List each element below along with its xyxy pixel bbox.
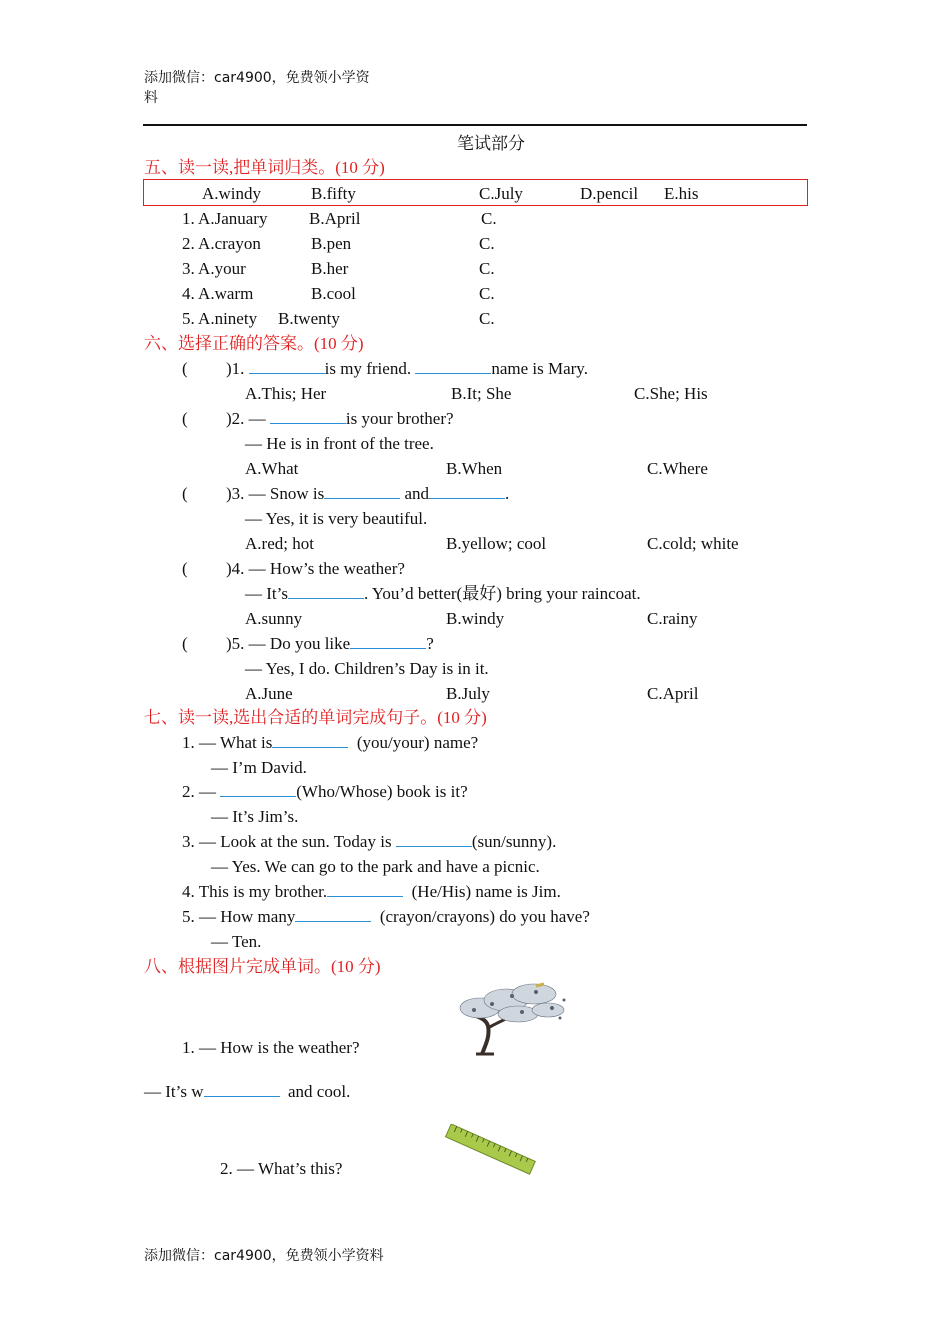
word-box-a: A.windy: [202, 184, 262, 203]
s6-q3-num: )3. — Snow is: [226, 484, 325, 503]
s6-q5-opt-c: C.April: [647, 684, 699, 703]
section-5-title: 五、读一读,把单词归类。(10 分): [144, 158, 385, 177]
s7-q1-a: 1. — What is: [182, 733, 273, 752]
answer-blank[interactable]: [350, 633, 426, 649]
section-7-title: 七、读一读,选出合适的单词完成句子。(10 分): [144, 708, 487, 727]
header-line-2: 料: [144, 90, 158, 106]
s6-q1-text-a: is my friend.: [324, 359, 412, 378]
s6-q1-text-b: name is Mary.: [491, 359, 588, 378]
s5-row4-a: 4. A.warm: [182, 284, 254, 303]
s7-q4-b: (He/His) name is Jim.: [411, 882, 561, 901]
s5-row1-b: B.April: [309, 209, 361, 228]
s6-q5-line: [226, 633, 434, 655]
answer-blank[interactable]: [272, 732, 348, 748]
word-box-c: C.July: [479, 184, 523, 203]
word-box-d: D.pencil: [580, 184, 639, 203]
s8-q1-reply: [144, 1081, 350, 1103]
s6-q1-opt-a: A.This; Her: [245, 384, 327, 403]
answer-blank[interactable]: [396, 831, 472, 847]
answer-blank[interactable]: [220, 781, 296, 797]
s7-q5-a: 5. — How many: [182, 907, 296, 926]
s6-q3-reply: — Yes, it is very beautiful.: [245, 509, 428, 528]
s5-row4-c: C.: [479, 284, 495, 303]
s7-q1: [182, 732, 478, 754]
s5-row1-c: C.: [481, 209, 497, 228]
section-6-title: 六、选择正确的答案。(10 分): [144, 334, 364, 353]
s6-q5-num: )5. — Do you like: [226, 634, 351, 653]
s6-q4-num: )4. — How’s the weather?: [226, 559, 405, 578]
answer-blank[interactable]: [295, 906, 371, 922]
s7-q3-a: 3. — Look at the sun. Today is: [182, 832, 392, 851]
answer-blank[interactable]: [429, 483, 505, 499]
s6-q2-opt-b: B.When: [446, 459, 503, 478]
s6-q3-opt-c: C.cold; white: [647, 534, 739, 553]
answer-blank[interactable]: [327, 881, 403, 897]
s5-row1-a: 1. A.January: [182, 209, 268, 228]
s8-q1: 1. — How is the weather?: [182, 1038, 360, 1057]
s5-row4-b: B.cool: [311, 284, 356, 303]
s6-q3-line: [226, 483, 509, 505]
section-8-title: 八、根据图片完成单词。(10 分): [144, 957, 381, 976]
s6-q2-opt-c: C.Where: [647, 459, 708, 478]
s7-q4: [182, 881, 561, 903]
s6-q2-text: is your brother?: [345, 409, 454, 428]
s7-q3: [182, 831, 556, 853]
s7-q1-reply: — I’m David.: [211, 758, 307, 777]
s7-q5-b: (crayon/crayons) do you have?: [379, 907, 590, 926]
answer-blank[interactable]: [324, 483, 400, 499]
s6-q5-text: ?: [426, 634, 434, 653]
s5-row5-b: B.twenty: [278, 309, 340, 328]
s7-q1-b: (you/your) name?: [356, 733, 479, 752]
ruler-picture: [440, 1124, 540, 1176]
s6-q4-opt-c: C.rainy: [647, 609, 698, 628]
header-line-1: 添加微信：car4900，免费领小学资: [144, 70, 370, 86]
s8-q1-reply-a: — It’s w: [144, 1082, 204, 1101]
s6-q1-paren: (: [182, 359, 188, 378]
s6-q5-opt-b: B.July: [446, 684, 490, 703]
s6-q1-line: [226, 358, 588, 380]
s6-q5-paren: (: [182, 634, 188, 653]
answer-blank[interactable]: [249, 358, 325, 374]
s6-q2-paren: (: [182, 409, 188, 428]
s6-q4-reply: [245, 583, 641, 605]
s6-q5-reply: — Yes, I do. Children’s Day is in it.: [245, 659, 489, 678]
s8-q1-reply-b: and cool.: [288, 1082, 351, 1101]
s5-row3-b: B.her: [311, 259, 349, 278]
s6-q3-text-a: and: [404, 484, 430, 503]
s7-q2-a: 2. —: [182, 782, 216, 801]
word-box-b: B.fifty: [311, 184, 356, 203]
answer-blank[interactable]: [204, 1081, 280, 1097]
s7-q2: [182, 781, 468, 803]
s6-q3-paren: (: [182, 484, 188, 503]
s6-q2-line: [226, 408, 454, 430]
s6-q1-opt-b: B.It; She: [451, 384, 512, 403]
word-box-e: E.his: [664, 184, 699, 203]
s6-q3-text-b: .: [505, 484, 510, 503]
s6-q3-opt-a: A.red; hot: [245, 534, 314, 553]
s6-q4-opt-a: A.sunny: [245, 609, 303, 628]
s7-q4-a: 4. This is my brother.: [182, 882, 328, 901]
s6-q1-num: )1.: [226, 359, 245, 378]
s6-q3-opt-b: B.yellow; cool: [446, 534, 547, 553]
windy-tree-picture: [452, 978, 570, 1056]
s7-q5: [182, 906, 590, 928]
s6-q4-opt-b: B.windy: [446, 609, 505, 628]
s7-q5-reply: — Ten.: [211, 932, 262, 951]
s6-q4-reply-a: — It’s: [245, 584, 288, 603]
footer-text: 添加微信：car4900，免费领小学资料: [144, 1248, 384, 1264]
s6-q1-opt-c: C.She; His: [634, 384, 708, 403]
s6-q4-paren: (: [182, 559, 188, 578]
s5-row5-c: C.: [479, 309, 495, 328]
answer-blank[interactable]: [270, 408, 346, 424]
s5-row5-a: 5. A.ninety: [182, 309, 258, 328]
s5-row2-c: C.: [479, 234, 495, 253]
answer-blank[interactable]: [288, 583, 364, 599]
s6-q2-opt-a: A.What: [245, 459, 299, 478]
s7-q3-reply: — Yes. We can go to the park and have a picnic.: [211, 857, 540, 876]
s6-q2-num: )2. —: [226, 409, 266, 428]
s5-row2-a: 2. A.crayon: [182, 234, 261, 253]
s6-q2-reply: — He is in front of the tree.: [245, 434, 434, 453]
answer-blank[interactable]: [415, 358, 491, 374]
s8-q2: 2. — What’s this?: [220, 1159, 343, 1178]
s5-row3-c: C.: [479, 259, 495, 278]
s5-row2-b: B.pen: [311, 234, 352, 253]
page-title: 笔试部分: [457, 134, 525, 153]
header-rule: [143, 124, 807, 126]
s7-q2-reply: — It’s Jim’s.: [211, 807, 299, 826]
s6-q4-reply-b: . You’d better(最好) bring your raincoat.: [363, 584, 641, 603]
s7-q2-b: (Who/Whose) book is it?: [296, 782, 468, 801]
s7-q3-b: (sun/sunny).: [471, 832, 557, 851]
s5-row3-a: 3. A.your: [182, 259, 246, 278]
s6-q5-opt-a: A.June: [245, 684, 293, 703]
